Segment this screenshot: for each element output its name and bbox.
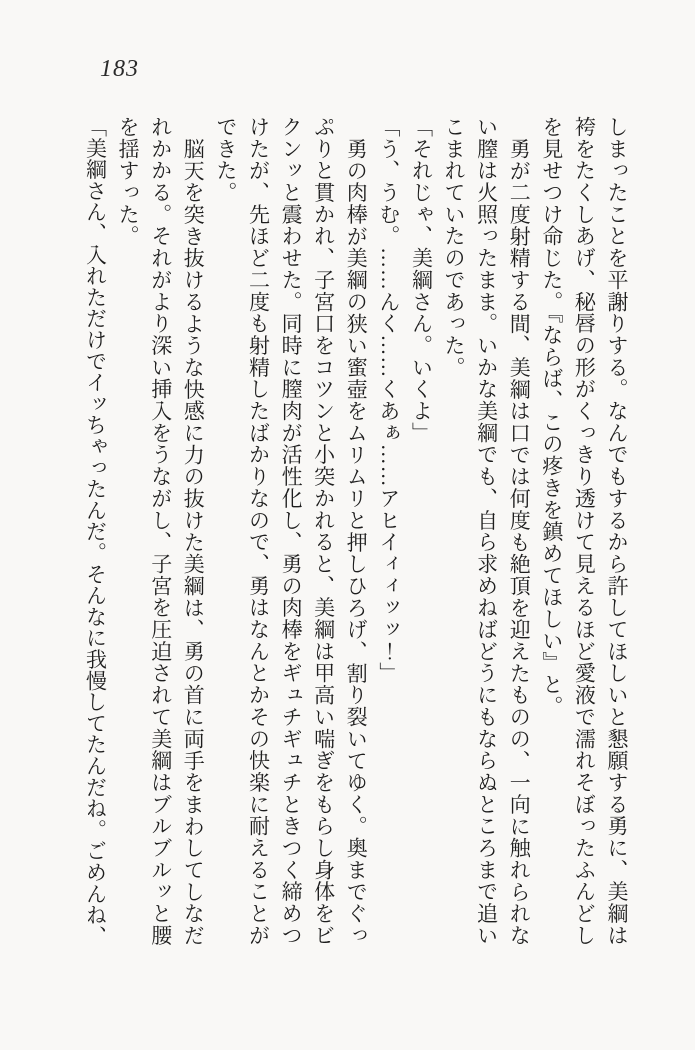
page-text <box>79 116 633 950</box>
paragraph-dialogue-3: 「美綱さん、入れただけでイッちゃったんだ。そんなに我慢してたんだね。ごめんね、 <box>83 116 108 947</box>
page-number: 183 <box>100 56 139 82</box>
paragraph-narration-4: 脳天を突き抜けるような快感に力の抜けた美綱は、勇の首に両手をまわしてしなだれかかる。それがより深い挿入をうながし、子宮を圧迫されて美綱はブルブルッと腰を揺すった。 <box>116 116 206 947</box>
paragraph-narration-3: 勇の肉棒が美綱の狭い蜜壺をムリムリと押しひろげ、割り裂いてゆく。奥までぐっぷりと貫かれ、子宮口をコツンと小突かれると、美綱は甲高い喘ぎをもらし身体をビクンッと震わせた。同時に膣肉が活性化し、勇の肉棒をギュチギュチときつく締めつけたが、先ほど二度も射精したばかりなので、勇はなんとかその快楽に耐えることができた。 <box>213 116 369 947</box>
paragraph-narration-1: しまったことを平謝りする。なんでもするから許してほしいと懇願する勇に、美綱は袴をたくしあげ、秘唇の形がくっきり透けて見えるほど愛液で濡れそぼったふんどしを見せつけ命じた。『ならば、この疼きを鎮めてほしい』と。 <box>539 116 629 947</box>
paragraph-dialogue-2: 「う、うむ。……んく……くあぁ……アヒイィィッッ！」 <box>376 116 401 685</box>
paragraph-dialogue-1: 「それじゃ、美綱さん。いくよ」 <box>409 116 434 444</box>
paragraph-narration-2: 勇が二度射精する間、美綱は口では何度も絶頂を迎えたものの、一向に触れられない膣は火照ったまま。いかな美綱でも、自ら求めねばどうにもならぬところまで追いこまれていたのであった。 <box>442 116 532 947</box>
